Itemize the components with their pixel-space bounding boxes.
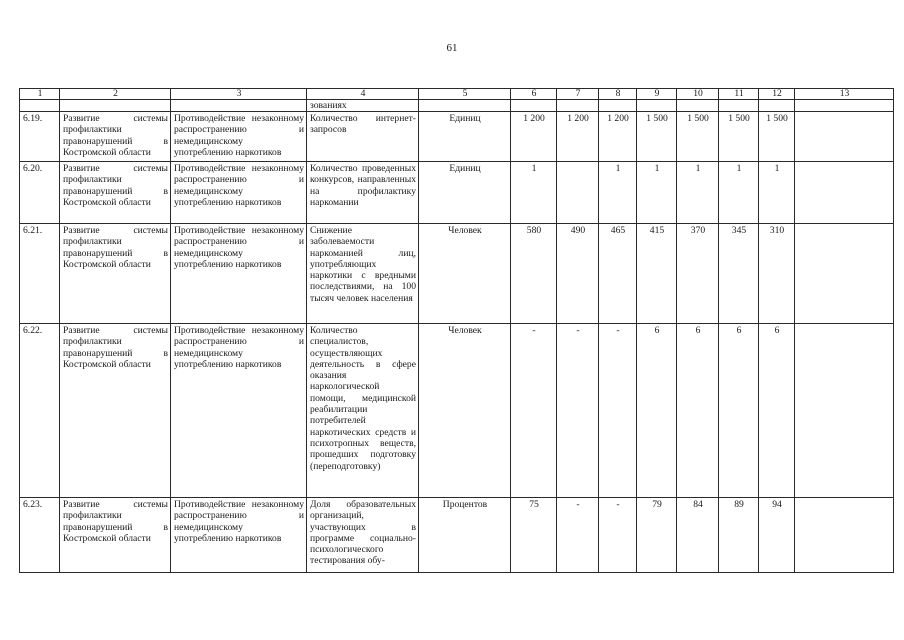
row-number: 6.21. <box>20 224 60 324</box>
value-cell: 1 500 <box>637 112 677 162</box>
continuation-text: зованиях <box>307 100 419 112</box>
value-cell: 345 <box>719 224 759 324</box>
empty-cell <box>171 100 307 112</box>
value-cell: 6 <box>759 324 795 498</box>
header-cell: 11 <box>719 89 759 100</box>
value-cell: 370 <box>677 224 719 324</box>
empty-cell <box>511 100 557 112</box>
value-cell: 1 <box>677 162 719 224</box>
header-cell: 3 <box>171 89 307 100</box>
indicator-cell: Количество интернет-запросов <box>307 112 419 162</box>
empty-cell <box>795 100 894 112</box>
unit-cell: Человек <box>419 224 511 324</box>
value-cell: 1 <box>759 162 795 224</box>
row-number: 6.22. <box>20 324 60 498</box>
subprogram-cell: Противодействие незаконному распространению и немедицинскому употреблению наркотиков <box>171 498 307 573</box>
indicator-cell: Снижение заболеваемости наркоманией лиц, употребляющих наркотики с вредными последствиями, на 100 тысяч человек населения <box>307 224 419 324</box>
value-cell: 1 <box>719 162 759 224</box>
note-cell <box>795 324 894 498</box>
row-number: 6.19. <box>20 112 60 162</box>
value-cell: - <box>557 324 599 498</box>
header-cell: 8 <box>599 89 637 100</box>
value-cell: 79 <box>637 498 677 573</box>
unit-cell: Единиц <box>419 162 511 224</box>
value-cell: 1 200 <box>557 112 599 162</box>
value-cell: 580 <box>511 224 557 324</box>
note-cell <box>795 162 894 224</box>
value-cell: 1 500 <box>759 112 795 162</box>
empty-cell <box>759 100 795 112</box>
value-cell: 1 <box>511 162 557 224</box>
empty-cell <box>557 100 599 112</box>
table-row <box>20 498 894 573</box>
program-cell: Развитие системы профилактики правонарушений в Костромской области <box>60 498 171 573</box>
unit-cell: Человек <box>419 324 511 498</box>
program-cell: Развитие системы профилактики правонарушений в Костромской области <box>60 224 171 324</box>
header-row <box>20 89 894 100</box>
header-cell: 2 <box>60 89 171 100</box>
header-cell: 13 <box>795 89 894 100</box>
note-cell <box>795 498 894 573</box>
value-cell: 6 <box>677 324 719 498</box>
value-cell: 6 <box>637 324 677 498</box>
table-row <box>20 112 894 162</box>
empty-cell <box>419 100 511 112</box>
program-cell: Развитие системы профилактики правонарушений в Костромской области <box>60 112 171 162</box>
row-number: 6.20. <box>20 162 60 224</box>
value-cell: 310 <box>759 224 795 324</box>
page-number: 61 <box>446 42 458 54</box>
empty-cell <box>20 100 60 112</box>
value-cell: - <box>557 498 599 573</box>
header-cell: 5 <box>419 89 511 100</box>
note-cell <box>795 112 894 162</box>
table-row <box>20 162 894 224</box>
empty-cell <box>599 100 637 112</box>
subprogram-cell: Противодействие незаконному распространению и немедицинскому употреблению наркотиков <box>171 324 307 498</box>
value-cell: - <box>511 324 557 498</box>
value-cell: - <box>599 324 637 498</box>
subprogram-cell: Противодействие незаконному распространению и немедицинскому употреблению наркотиков <box>171 224 307 324</box>
header-cell: 7 <box>557 89 599 100</box>
table-row <box>20 224 894 324</box>
value-cell: 1 500 <box>677 112 719 162</box>
value-cell <box>557 162 599 224</box>
row-number: 6.23. <box>20 498 60 573</box>
value-cell: 1 500 <box>719 112 759 162</box>
header-cell: 1 <box>20 89 60 100</box>
indicator-cell: Количество проведенных конкурсов, направленных на профилактику наркомании <box>307 162 419 224</box>
value-cell: 94 <box>759 498 795 573</box>
value-cell: 89 <box>719 498 759 573</box>
value-cell: 84 <box>677 498 719 573</box>
value-cell: 1 200 <box>599 112 637 162</box>
subprogram-cell: Противодействие незаконному распространению и немедицинскому употреблению наркотиков <box>171 112 307 162</box>
empty-cell <box>719 100 759 112</box>
indicators-table <box>19 88 894 573</box>
unit-cell: Единиц <box>419 112 511 162</box>
value-cell: 1 <box>637 162 677 224</box>
header-cell: 10 <box>677 89 719 100</box>
value-cell: - <box>599 498 637 573</box>
header-cell: 4 <box>307 89 419 100</box>
indicator-cell: Количество специалистов, осуществляющих деятельность в сфере оказания наркологической помощи, медицинской реабилитации потребителей наркотических средств и психотропных веществ, прошедших подготовку (переподготовку) <box>307 324 419 498</box>
unit-cell: Процентов <box>419 498 511 573</box>
value-cell: 1 <box>599 162 637 224</box>
value-cell: 415 <box>637 224 677 324</box>
empty-cell <box>637 100 677 112</box>
continuation-row <box>20 100 894 112</box>
value-cell: 1 200 <box>511 112 557 162</box>
program-cell: Развитие системы профилактики правонарушений в Костромской области <box>60 162 171 224</box>
table-body <box>20 89 894 573</box>
note-cell <box>795 224 894 324</box>
empty-cell <box>677 100 719 112</box>
table-row <box>20 324 894 498</box>
subprogram-cell: Противодействие незаконному распространению и немедицинскому употреблению наркотиков <box>171 162 307 224</box>
header-cell: 9 <box>637 89 677 100</box>
header-cell: 12 <box>759 89 795 100</box>
value-cell: 75 <box>511 498 557 573</box>
value-cell: 6 <box>719 324 759 498</box>
value-cell: 490 <box>557 224 599 324</box>
program-cell: Развитие системы профилактики правонарушений в Костромской области <box>60 324 171 498</box>
header-cell: 6 <box>511 89 557 100</box>
indicator-cell: Доля образовательных организаций, участвующих в программе социально-психологического тестирования обу- <box>307 498 419 573</box>
empty-cell <box>60 100 171 112</box>
value-cell: 465 <box>599 224 637 324</box>
